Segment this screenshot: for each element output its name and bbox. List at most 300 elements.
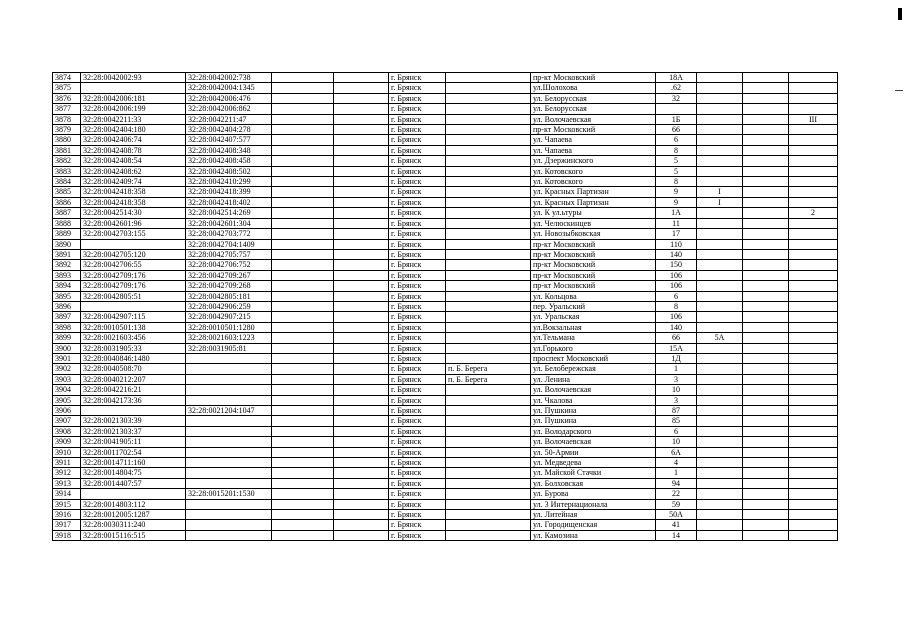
cell-building-cadastral-number: 32:28:0042514:269	[186, 208, 272, 218]
cell-city: г. Брянск	[389, 218, 446, 228]
table-row	[53, 395, 838, 405]
cell-apartment	[789, 530, 838, 540]
cell-settlement	[446, 489, 531, 499]
cell-apartment	[789, 291, 838, 301]
cell-street: ул. Ленина	[531, 374, 656, 384]
cell-settlement	[446, 510, 531, 520]
cell-city: г. Брянск	[389, 270, 446, 280]
cell-parcel-cadastral-number: 32:28:0042703:155	[81, 229, 186, 239]
cell-row-number: 3898	[53, 322, 81, 332]
cell-settlement	[446, 499, 531, 509]
cell-city: г. Брянск	[389, 406, 446, 416]
cell-block	[743, 218, 789, 228]
table-row	[53, 135, 838, 145]
cell-parcel-cadastral-number: 32:28:0042409:74	[81, 177, 186, 187]
cell-row-number: 3892	[53, 260, 81, 270]
table-row	[53, 510, 838, 520]
cell-building-cadastral-number	[186, 374, 272, 384]
cell-house-number: 22	[656, 489, 697, 499]
cell-house-number: 1Д	[656, 353, 697, 363]
cell-building-number	[697, 260, 743, 270]
cell-building-cadastral-number	[186, 478, 272, 488]
cell-settlement	[446, 156, 531, 166]
cell-parcel-cadastral-number: 32:28:0042706:55	[81, 260, 186, 270]
cell-block	[743, 374, 789, 384]
cell-street: ул.Тельмана	[531, 333, 656, 343]
cell-parcel-cadastral-number: 32:28:0042002:93	[81, 73, 186, 83]
cell-empty-column	[334, 395, 389, 405]
cell-street: ул. Белорусская	[531, 104, 656, 114]
cell-city: г. Брянск	[389, 333, 446, 343]
cell-row-number: 3889	[53, 229, 81, 239]
cell-street: пр-кт Московский	[531, 270, 656, 280]
cell-city: г. Брянск	[389, 458, 446, 468]
cell-building-cadastral-number	[186, 426, 272, 436]
cell-building-number	[697, 270, 743, 280]
cell-street: ул. Медведева	[531, 458, 656, 468]
table-row	[53, 93, 838, 103]
cell-building-cadastral-number: 32:28:0042408:348	[186, 145, 272, 155]
cell-house-number: .62	[656, 83, 697, 93]
cell-parcel-cadastral-number: 32:28:0042709:176	[81, 281, 186, 291]
cell-building-number	[697, 291, 743, 301]
cell-empty-column	[334, 93, 389, 103]
cell-city: г. Брянск	[389, 374, 446, 384]
cell-building-cadastral-number: 32:28:0010501:1280	[186, 322, 272, 332]
cell-house-number: 11	[656, 218, 697, 228]
cell-empty-column	[334, 145, 389, 155]
cell-building-cadastral-number: 32:28:0031905:81	[186, 343, 272, 353]
cell-block	[743, 468, 789, 478]
cell-row-number: 3881	[53, 145, 81, 155]
cell-building-number	[697, 478, 743, 488]
cell-empty-column	[334, 291, 389, 301]
cell-settlement	[446, 416, 531, 426]
cell-settlement	[446, 478, 531, 488]
cell-row-number: 3894	[53, 281, 81, 291]
cell-building-number: 5А	[697, 333, 743, 343]
cell-building-cadastral-number	[186, 499, 272, 509]
cell-block	[743, 281, 789, 291]
margin-tick-mark	[895, 90, 903, 91]
cell-street: ул. Новозыбковская	[531, 229, 656, 239]
cell-city: г. Брянск	[389, 135, 446, 145]
cell-house-number: 1Б	[656, 114, 697, 124]
cell-building-number	[697, 73, 743, 83]
cell-house-number: 17	[656, 229, 697, 239]
cell-empty-column	[272, 104, 334, 114]
cell-block	[743, 364, 789, 374]
cell-building-cadastral-number: 32:28:0042418:402	[186, 197, 272, 207]
cell-row-number: 3917	[53, 520, 81, 530]
cell-building-number	[697, 489, 743, 499]
cell-street: ул.Горького	[531, 343, 656, 353]
cell-empty-column	[272, 530, 334, 540]
cell-street: ул. Чкалова	[531, 395, 656, 405]
cell-city: г. Брянск	[389, 239, 446, 249]
cell-city: г. Брянск	[389, 468, 446, 478]
cell-empty-column	[334, 177, 389, 187]
cell-building-cadastral-number	[186, 447, 272, 457]
cell-parcel-cadastral-number: 32:28:0042404:180	[81, 125, 186, 135]
cell-city: г. Брянск	[389, 93, 446, 103]
cell-empty-column	[334, 197, 389, 207]
cell-parcel-cadastral-number: 32:28:0014407:57	[81, 478, 186, 488]
cell-apartment	[789, 187, 838, 197]
cell-empty-column	[272, 145, 334, 155]
table-row	[53, 145, 838, 155]
cell-parcel-cadastral-number: 32:28:0015116:515	[81, 530, 186, 540]
cell-apartment	[789, 166, 838, 176]
cell-house-number: 3	[656, 374, 697, 384]
cell-building-cadastral-number: 32:28:0042002:738	[186, 73, 272, 83]
cell-empty-column	[272, 333, 334, 343]
cell-street: ул. Чапаева	[531, 135, 656, 145]
cell-street: ул.Вокзальная	[531, 322, 656, 332]
table-row	[53, 437, 838, 447]
cell-house-number: 1	[656, 364, 697, 374]
cell-building-cadastral-number: 32:28:0042703:772	[186, 229, 272, 239]
cell-city: г. Брянск	[389, 301, 446, 311]
cell-settlement	[446, 125, 531, 135]
cell-row-number: 3882	[53, 156, 81, 166]
cell-house-number: 1	[656, 468, 697, 478]
cell-block	[743, 489, 789, 499]
cell-building-cadastral-number: 32:28:0021204:1047	[186, 406, 272, 416]
cell-settlement	[446, 104, 531, 114]
cell-apartment	[789, 437, 838, 447]
cell-city: г. Брянск	[389, 437, 446, 447]
cell-city: г. Брянск	[389, 166, 446, 176]
cell-city: г. Брянск	[389, 197, 446, 207]
cell-building-number	[697, 135, 743, 145]
cell-apartment	[789, 426, 838, 436]
cell-building-cadastral-number: 32:28:0021603:1223	[186, 333, 272, 343]
table-row	[53, 468, 838, 478]
cell-apartment	[789, 104, 838, 114]
cell-row-number: 3879	[53, 125, 81, 135]
cell-empty-column	[272, 343, 334, 353]
cell-settlement	[446, 145, 531, 155]
cell-building-cadastral-number: 32:28:0042601:304	[186, 218, 272, 228]
cell-row-number: 3884	[53, 177, 81, 187]
cell-building-number	[697, 468, 743, 478]
cell-row-number: 3918	[53, 530, 81, 540]
cell-block	[743, 166, 789, 176]
table-row	[53, 291, 838, 301]
cell-block	[743, 104, 789, 114]
cell-block	[743, 416, 789, 426]
cell-empty-column	[334, 478, 389, 488]
cell-house-number: 6А	[656, 447, 697, 457]
cell-apartment	[789, 489, 838, 499]
cell-empty-column	[334, 406, 389, 416]
cell-parcel-cadastral-number: 32:28:0040508:70	[81, 364, 186, 374]
cell-street: ул. Волочаевская	[531, 437, 656, 447]
cell-house-number: 18А	[656, 73, 697, 83]
cell-house-number	[656, 104, 697, 114]
cell-parcel-cadastral-number: 32:28:0042418:358	[81, 187, 186, 197]
cell-building-cadastral-number: 32:28:0042704:1409	[186, 239, 272, 249]
cell-parcel-cadastral-number: 32:28:0040212:207	[81, 374, 186, 384]
table-row	[53, 208, 838, 218]
cell-city: г. Брянск	[389, 510, 446, 520]
table-row	[53, 83, 838, 93]
cell-empty-column	[334, 114, 389, 124]
cell-empty-column	[272, 93, 334, 103]
table-row	[53, 416, 838, 426]
cell-building-cadastral-number	[186, 437, 272, 447]
cell-block	[743, 437, 789, 447]
cell-city: г. Брянск	[389, 125, 446, 135]
cell-building-number	[697, 458, 743, 468]
table-row	[53, 270, 838, 280]
cell-block	[743, 530, 789, 540]
cell-apartment	[789, 125, 838, 135]
cell-apartment	[789, 447, 838, 457]
cell-row-number: 3911	[53, 458, 81, 468]
cell-apartment	[789, 333, 838, 343]
cell-row-number: 3916	[53, 510, 81, 520]
table-row	[53, 343, 838, 353]
cell-settlement	[446, 93, 531, 103]
cell-parcel-cadastral-number	[81, 406, 186, 416]
cell-empty-column	[272, 447, 334, 457]
cell-parcel-cadastral-number: 32:28:0042805:51	[81, 291, 186, 301]
cell-house-number: 140	[656, 322, 697, 332]
cell-city: г. Брянск	[389, 343, 446, 353]
cell-street: пр-кт Московский	[531, 281, 656, 291]
cell-parcel-cadastral-number: 32:28:0030311:240	[81, 520, 186, 530]
cell-empty-column	[272, 125, 334, 135]
cell-building-number	[697, 416, 743, 426]
cell-empty-column	[334, 437, 389, 447]
cell-row-number: 3907	[53, 416, 81, 426]
cell-street: ул. Пушкина	[531, 406, 656, 416]
cell-block	[743, 385, 789, 395]
cell-building-number	[697, 166, 743, 176]
cell-empty-column	[272, 156, 334, 166]
cell-house-number: 8	[656, 177, 697, 187]
table-row	[53, 426, 838, 436]
cell-apartment	[789, 281, 838, 291]
cell-parcel-cadastral-number: 32:28:0042709:176	[81, 270, 186, 280]
cell-empty-column	[272, 260, 334, 270]
cell-city: г. Брянск	[389, 416, 446, 426]
cell-parcel-cadastral-number: 32:28:0042006:181	[81, 93, 186, 103]
cell-building-number	[697, 83, 743, 93]
cell-empty-column	[272, 426, 334, 436]
cell-block	[743, 229, 789, 239]
cell-city: г. Брянск	[389, 322, 446, 332]
cell-apartment	[789, 499, 838, 509]
cell-apartment	[789, 93, 838, 103]
cell-row-number: 3895	[53, 291, 81, 301]
cell-building-cadastral-number	[186, 416, 272, 426]
cell-city: г. Брянск	[389, 353, 446, 363]
cell-building-cadastral-number: 32:28:0042410:299	[186, 177, 272, 187]
cell-empty-column	[272, 281, 334, 291]
cell-city: г. Брянск	[389, 114, 446, 124]
cell-row-number: 3899	[53, 333, 81, 343]
cell-settlement	[446, 447, 531, 457]
cell-empty-column	[334, 229, 389, 239]
cell-parcel-cadastral-number: 32:28:0042408:78	[81, 145, 186, 155]
cell-apartment	[789, 229, 838, 239]
cell-apartment	[789, 218, 838, 228]
cell-empty-column	[272, 73, 334, 83]
cell-apartment	[789, 301, 838, 311]
cell-settlement	[446, 187, 531, 197]
cell-building-cadastral-number	[186, 510, 272, 520]
cell-apartment	[789, 322, 838, 332]
cell-empty-column	[334, 520, 389, 530]
cell-apartment: III	[789, 114, 838, 124]
cell-block	[743, 114, 789, 124]
cell-apartment	[789, 145, 838, 155]
cell-house-number: 87	[656, 406, 697, 416]
cell-settlement	[446, 166, 531, 176]
cell-parcel-cadastral-number: 32:28:0042216:21	[81, 385, 186, 395]
cell-building-number	[697, 374, 743, 384]
cell-empty-column	[272, 301, 334, 311]
cell-block	[743, 125, 789, 135]
cell-house-number: 59	[656, 499, 697, 509]
cell-parcel-cadastral-number: 32:28:0042601:96	[81, 218, 186, 228]
cell-street: ул. Городищенская	[531, 520, 656, 530]
cell-house-number: 41	[656, 520, 697, 530]
cell-apartment	[789, 385, 838, 395]
cell-house-number: 10	[656, 437, 697, 447]
cell-empty-column	[334, 281, 389, 291]
cell-house-number: 6	[656, 135, 697, 145]
cell-empty-column	[334, 166, 389, 176]
cell-parcel-cadastral-number: 32:28:0031905:33	[81, 343, 186, 353]
cell-empty-column	[272, 312, 334, 322]
table-row	[53, 260, 838, 270]
cell-house-number: 66	[656, 125, 697, 135]
cell-empty-column	[272, 520, 334, 530]
cell-settlement	[446, 218, 531, 228]
cell-building-number: I	[697, 187, 743, 197]
table-row	[53, 353, 838, 363]
cell-street: ул. Чапаева	[531, 145, 656, 155]
cell-building-number	[697, 104, 743, 114]
cell-building-number	[697, 395, 743, 405]
cell-parcel-cadastral-number: 32:28:0021603:456	[81, 333, 186, 343]
cell-block	[743, 520, 789, 530]
cell-empty-column	[334, 322, 389, 332]
cell-street: ул. Пушкина	[531, 416, 656, 426]
cell-building-cadastral-number: 32:28:0015201:1530	[186, 489, 272, 499]
cell-street: ул. Кольцова	[531, 291, 656, 301]
cell-house-number: 1А	[656, 208, 697, 218]
cell-house-number: 150	[656, 260, 697, 270]
cell-settlement	[446, 177, 531, 187]
cell-row-number: 3883	[53, 166, 81, 176]
cell-row-number: 3912	[53, 468, 81, 478]
cell-empty-column	[272, 197, 334, 207]
cell-street: ул. Волочаевская	[531, 385, 656, 395]
cell-building-number	[697, 208, 743, 218]
cell-block	[743, 312, 789, 322]
cell-settlement: п. Б. Берега	[446, 374, 531, 384]
cell-street: пр-кт Московский	[531, 239, 656, 249]
cell-city: г. Брянск	[389, 177, 446, 187]
cell-house-number: 14	[656, 530, 697, 540]
cell-block	[743, 135, 789, 145]
cell-block	[743, 73, 789, 83]
cell-house-number: 50А	[656, 510, 697, 520]
cell-apartment	[789, 197, 838, 207]
cell-street: пр-кт Московский	[531, 260, 656, 270]
cell-empty-column	[334, 270, 389, 280]
table-row	[53, 177, 838, 187]
cell-building-cadastral-number	[186, 458, 272, 468]
cell-apartment	[789, 312, 838, 322]
cell-building-cadastral-number	[186, 364, 272, 374]
cell-street: ул. Бурова	[531, 489, 656, 499]
cell-building-cadastral-number: 32:28:0042006:476	[186, 93, 272, 103]
cell-block	[743, 260, 789, 270]
table-row	[53, 406, 838, 416]
cell-block	[743, 249, 789, 259]
cell-street: ул. Котовского	[531, 166, 656, 176]
cell-settlement	[446, 520, 531, 530]
cell-building-number	[697, 322, 743, 332]
cell-building-number	[697, 177, 743, 187]
cell-street: ул. Камозина	[531, 530, 656, 540]
cell-settlement	[446, 322, 531, 332]
cell-settlement	[446, 197, 531, 207]
cell-apartment	[789, 249, 838, 259]
cell-street: ул. Белорусская	[531, 93, 656, 103]
cell-apartment	[789, 364, 838, 374]
cell-parcel-cadastral-number: 32:28:0042408:54	[81, 156, 186, 166]
cell-house-number: 106	[656, 312, 697, 322]
cell-empty-column	[272, 218, 334, 228]
cell-city: г. Брянск	[389, 83, 446, 93]
table-row	[53, 281, 838, 291]
cell-row-number: 3901	[53, 353, 81, 363]
cell-empty-column	[272, 374, 334, 384]
cell-building-number	[697, 447, 743, 457]
cell-street: ул. Красных Партизан	[531, 187, 656, 197]
table-row	[53, 385, 838, 395]
cell-city: г. Брянск	[389, 249, 446, 259]
cell-empty-column	[334, 249, 389, 259]
cell-apartment	[789, 135, 838, 145]
cell-building-cadastral-number: 32:28:0042705:757	[186, 249, 272, 259]
cell-empty-column	[334, 73, 389, 83]
cell-settlement	[446, 135, 531, 145]
cell-settlement	[446, 395, 531, 405]
cell-house-number: 106	[656, 281, 697, 291]
cell-empty-column	[334, 489, 389, 499]
cell-parcel-cadastral-number: 32:28:0014711:160	[81, 458, 186, 468]
cell-apartment	[789, 177, 838, 187]
cell-settlement	[446, 291, 531, 301]
cell-apartment	[789, 156, 838, 166]
cell-settlement	[446, 281, 531, 291]
cell-block	[743, 239, 789, 249]
cell-row-number: 3888	[53, 218, 81, 228]
cell-building-number	[697, 125, 743, 135]
cell-empty-column	[272, 187, 334, 197]
cell-empty-column	[272, 177, 334, 187]
cell-row-number: 3905	[53, 395, 81, 405]
cell-row-number: 3890	[53, 239, 81, 249]
